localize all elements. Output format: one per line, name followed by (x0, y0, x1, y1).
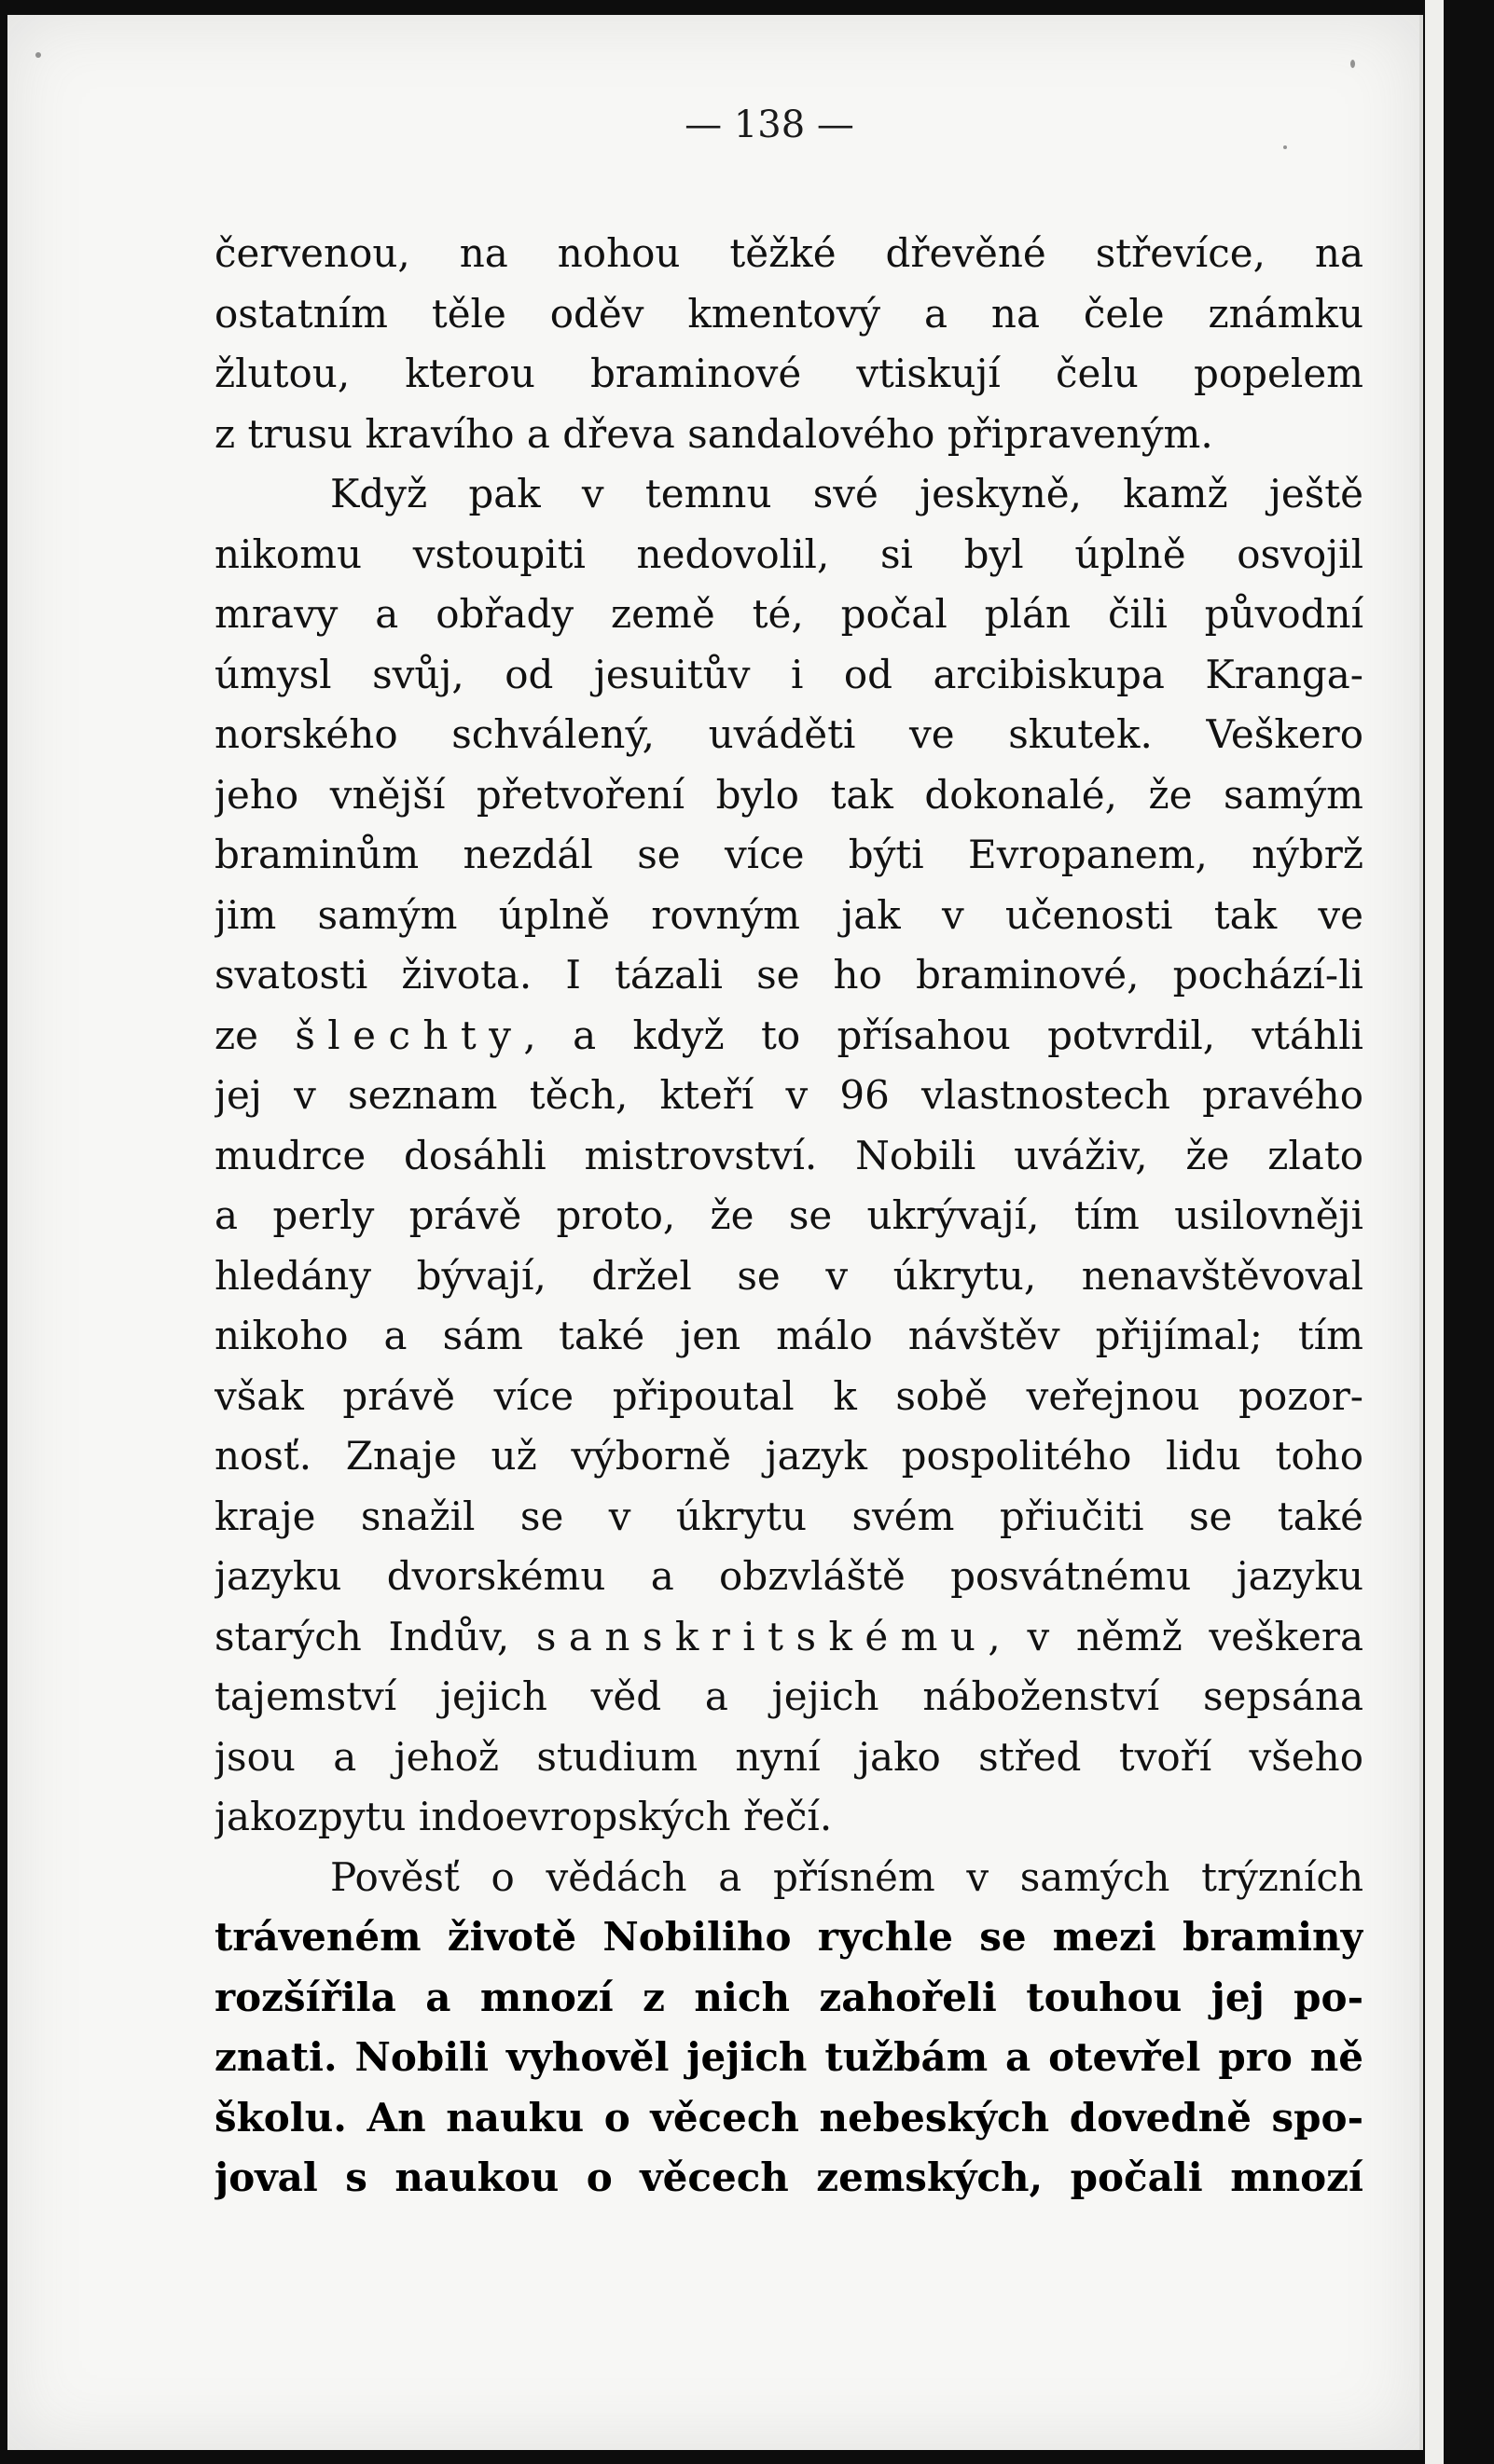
text-line: nikomu vstoupiti nedovolil, si byl úplně osvojil (214, 530, 1363, 577)
text-line: Když pak v temnu své jeskyně, kamž ještě (330, 471, 1363, 516)
text-line: kraje snažil se v úkrytu svém přiučiti se také (214, 1493, 1363, 1539)
spaced-emphasis: šlechty (295, 1012, 524, 1058)
text-line: a perly právě proto, že se ukrývají, tím usilovněji (214, 1192, 1363, 1238)
text-line: jej v seznam těch, kteří v 96 vlastnostech pravého (214, 1072, 1363, 1118)
text-fragment: ze (214, 1012, 258, 1058)
text-line: jazyku dvorskému a obzvláště posvátnému jazyku (214, 1553, 1363, 1599)
book-page (7, 15, 1423, 2450)
text-line: mudrce dosáhli mistrovství. Nobili uváživ, že zlato (214, 1132, 1363, 1178)
text-line: jeho vnější přetvoření bylo tak dokonalé, že samým (214, 771, 1363, 818)
text-line: norského schválený, uváděti ve skutek. Veškero (214, 711, 1363, 757)
page-number: — 138 — (685, 103, 854, 146)
text-line: hledány bývají, držel se v úkrytu, nenavštěvoval (214, 1252, 1363, 1299)
text-line: mravy a obřady země té, počal plán čili původní (214, 591, 1363, 637)
text-line: úmysl svůj, od jesuitův i od arcibiskupa Kranga- (214, 651, 1363, 697)
text-line: tráveném životě Nobiliho rychle se mezi braminy (214, 1914, 1363, 1960)
text-line: tajemství jejich věd a jejich náboženství sepsána (214, 1673, 1363, 1719)
text-line-composite (214, 1607, 1363, 1668)
text-line: z trusu kravího a dřeva sandalového připraveným. (214, 410, 1213, 457)
text-line: červenou, na nohou těžké dřevěné střevíce, na (214, 230, 1363, 276)
text-line: školu. An nauku o věcech nebeských dovedně spo- (214, 2094, 1363, 2141)
text-line: Pověsť o vědách a přísném v samých trýzních (330, 1853, 1363, 1900)
text-line: nosť. Znaje už výborně jazyk pospolitého lidu toho (214, 1433, 1363, 1479)
text-line: svatosti života. I tázali se ho braminové, pochází-li (214, 952, 1363, 998)
text-fragment: , a když to přísahou potvrdil, vtáhli (523, 1012, 1363, 1058)
text-line: jim samým úplně rovným jak v učenosti tak ve (214, 891, 1363, 938)
text-line: jakozpytu indoevropských řečí. (214, 1794, 833, 1839)
text-fragment: starých Indův, (214, 1613, 510, 1659)
text-line: jsou a jehož studium nyní jako střed tvoří všeho (214, 1733, 1363, 1780)
page-edge (1425, 0, 1444, 2464)
scan-speck (35, 52, 41, 58)
text-line-composite (214, 1006, 1363, 1067)
text-line: ostatním těle oděv kmentový a na čele známku (214, 290, 1363, 337)
body-text (214, 224, 1363, 2209)
text-line: joval s naukou o věcech zemských, počali mnozí (214, 2154, 1363, 2200)
text-line: braminům nezdál se více býti Evropanem, nýbrž (214, 832, 1363, 877)
scan-speck (1350, 60, 1355, 68)
text-line: však právě více připoutal k sobě veřejnou pozor- (214, 1372, 1363, 1419)
text-line: žlutou, kterou braminové vtiskují čelu popelem (214, 351, 1363, 396)
text-fragment: , v němž veškera (988, 1613, 1363, 1659)
text-line: nikoho a sám také jen málo návštěv přijímal; tím (214, 1313, 1363, 1358)
text-line: rozšířila a mnozí z nich zahořeli touhou jej po- (214, 1974, 1363, 2020)
text-line: znati. Nobili vyhověl jejich tužbám a otevřel pro ně (214, 2034, 1363, 2080)
spaced-emphasis: sanskritskému (535, 1613, 989, 1659)
